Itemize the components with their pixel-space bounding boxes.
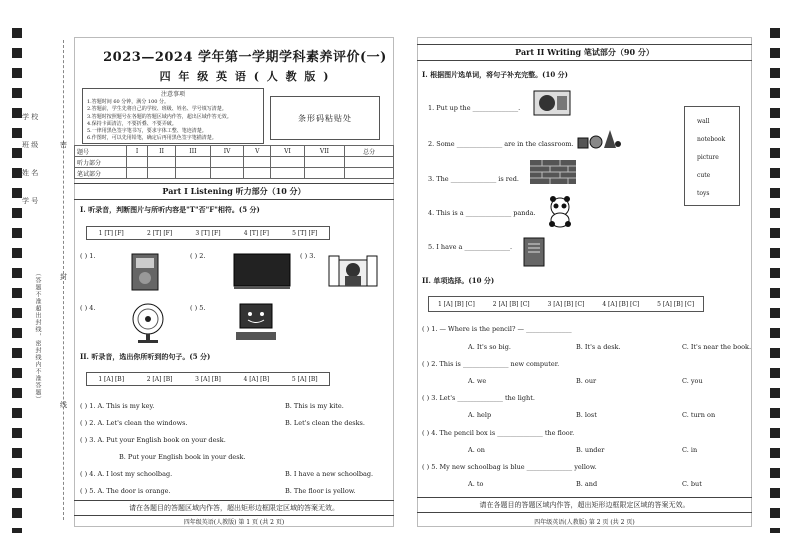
- class-label: 班 级: [22, 141, 39, 149]
- panda-picture: [546, 196, 574, 228]
- p2-q2-title: II. 单项选择。(10 分): [422, 276, 495, 285]
- answer-bubble[interactable]: 1 [A] [B] [C]: [437, 300, 475, 308]
- seal-char-mi: 密: [60, 141, 67, 149]
- p2-q2-stem-5: ( ) 5. My new schoolbag is blue ______________ yellow.: [422, 463, 597, 471]
- answer-bubble[interactable]: 1 [T] [F]: [98, 229, 124, 237]
- p1-q2-answer-options: [86, 372, 330, 386]
- score-row-label: 听力部分: [75, 157, 127, 168]
- p1-q2-title: II. 听录音，选出你所听到的句子。(5 分): [80, 352, 211, 361]
- p2-footer: 四年级英语(人教版) 第 2 页 (共 2 页): [534, 519, 635, 526]
- score-cell[interactable]: [148, 157, 176, 168]
- word-bank-item: cute: [697, 172, 711, 179]
- p2-q2-stem-4: ( ) 4. The pencil box is ______________ the floor.: [422, 429, 575, 437]
- blackboard-picture: [232, 252, 292, 290]
- p1-q1-answer-options: [86, 226, 330, 240]
- p1-q2-item-4-b: B. I have a new schoolbag.: [285, 470, 374, 478]
- picture-frame-picture: [533, 90, 571, 116]
- score-cell[interactable]: [127, 168, 148, 179]
- toys-picture: [576, 124, 622, 152]
- p1-q1-mark-1[interactable]: ( ) 1.: [80, 252, 96, 260]
- p2-q2-opt-4c: C. in: [682, 446, 698, 454]
- seal-char-feng: 封: [60, 273, 67, 281]
- word-bank-item: toys: [697, 190, 710, 197]
- score-table: [74, 145, 394, 179]
- p1-q2-item-1-b: B. This is my kite.: [285, 402, 344, 410]
- fan-picture: [128, 302, 168, 344]
- p2-q2-stem-3: ( ) 3. Let's ______________ the light.: [422, 394, 535, 402]
- answer-bubble[interactable]: 3 [A] [B] [C]: [547, 300, 585, 308]
- barcode-label: 条形码粘贴处: [298, 113, 352, 123]
- p1-q1-mark-2[interactable]: ( ) 2.: [190, 252, 206, 260]
- p2-q2-opt-1b: B. It's a desk.: [576, 343, 621, 351]
- computer-picture: [234, 302, 278, 342]
- p2-q2-opt-3a: A. help: [468, 411, 492, 419]
- p2-q2-stem-1: ( ) 1. — Where is the pencil? — ______________: [422, 325, 572, 333]
- note-line: 3.答题时按照题号在各题的答题区域内作答，超出区域作答无效。: [87, 113, 232, 120]
- note-line: 1.答题时间 60 分钟，满分 100 分。: [87, 99, 170, 106]
- score-cell[interactable]: [271, 157, 305, 168]
- p1-q1-mark-5[interactable]: ( ) 5.: [190, 304, 206, 312]
- p1-q1-mark-4[interactable]: ( ) 4.: [80, 304, 96, 312]
- score-cell[interactable]: [345, 157, 394, 168]
- p1-q2-item-3-a: ( ) 3. A. Put your English book on your desk.: [80, 436, 226, 444]
- note-line: 6.作图时，可以先用铅笔，确定后再用黑色签字笔描清楚。: [87, 135, 217, 142]
- score-cell[interactable]: [210, 168, 244, 179]
- answer-bubble[interactable]: 1 [A] [B]: [98, 375, 125, 383]
- binding-marker-strip-left: [12, 28, 22, 533]
- number-label: 学 号: [22, 197, 39, 205]
- score-cell[interactable]: [148, 168, 176, 179]
- p1-q2-item-2-a: ( ) 2. A. Let's clean the windows.: [80, 419, 188, 427]
- p2-bottom-note: 请在各题目的答题区域内作答，超出矩形边框限定区域的答案无效。: [417, 497, 752, 513]
- school-label: 学 校: [22, 113, 39, 121]
- answer-bubble[interactable]: 5 [A] [B] [C]: [657, 300, 695, 308]
- p2-q2-opt-3b: B. lost: [576, 411, 597, 419]
- word-bank-item: picture: [697, 154, 719, 161]
- p1-q2-item-4-a: ( ) 4. A. I lost my schoolbag.: [80, 470, 173, 478]
- score-header-cell: 题号: [75, 146, 127, 157]
- note-line: 2.答题前，学生先将自己的学校、班级、姓名、学号填写清楚。: [87, 106, 227, 113]
- p1-bottom-note: 请在各题目的答题区域内作答，超出矩形边框限定区域的答案无效。: [74, 500, 394, 516]
- answer-bubble[interactable]: 4 [T] [F]: [243, 229, 269, 237]
- note-line: 5.一律用黑色签字笔书写，要求字体工整、笔迹清楚。: [87, 128, 207, 135]
- answer-bubble[interactable]: 2 [A] [B] [C]: [492, 300, 530, 308]
- score-header-cell: I: [127, 146, 148, 157]
- p2-q2-opt-5a: A. to: [468, 480, 484, 488]
- exam-notes: [82, 88, 264, 144]
- p2-q2-opt-1a: A. It's so big.: [468, 343, 511, 351]
- score-row-label: 笔试部分: [75, 168, 127, 179]
- p2-q2-opt-4a: A. on: [468, 446, 485, 454]
- score-header-cell: VII: [304, 146, 344, 157]
- score-cell[interactable]: [210, 157, 244, 168]
- binding-marker-strip-right: [770, 28, 780, 533]
- p1-footer: 四年级英语(人教版) 第 1 页 (共 2 页): [183, 519, 285, 526]
- score-cell[interactable]: [244, 168, 271, 179]
- p2-q2-opt-2c: C. you: [682, 377, 703, 385]
- p1-q2-item-1-a: ( ) 1. A. This is my key.: [80, 402, 155, 410]
- p1-q2-item-3-b: B. Put your English book in your desk.: [119, 453, 246, 461]
- score-cell[interactable]: [176, 157, 211, 168]
- p2-q1-sentence-4: 4. This is a ______________ panda.: [428, 209, 536, 217]
- answer-bubble[interactable]: 5 [T] [F]: [292, 229, 318, 237]
- seal-warning-text: （答题不准超出封线，密封线内不准答题）: [34, 270, 41, 403]
- score-header-cell: VI: [271, 146, 305, 157]
- notes-header: 注意事项: [160, 91, 185, 98]
- score-cell[interactable]: [127, 157, 148, 168]
- score-cell[interactable]: [304, 157, 344, 168]
- answer-bubble[interactable]: 3 [A] [B]: [195, 375, 221, 383]
- p2-q2-opt-2b: B. our: [576, 377, 597, 385]
- book-picture: [130, 252, 160, 292]
- score-header-cell: IV: [210, 146, 244, 157]
- word-bank-item: wall: [697, 118, 710, 125]
- p1-q2-item-5-a: ( ) 5. A. The door is orange.: [80, 487, 171, 495]
- answer-bubble[interactable]: 5 [A] [B]: [291, 375, 318, 383]
- p2-q2-opt-1c: C. It's near the book.: [682, 343, 752, 351]
- answer-bubble[interactable]: 3 [T] [F]: [195, 229, 221, 237]
- score-cell[interactable]: [244, 157, 271, 168]
- score-header-cell: II: [148, 146, 176, 157]
- seal-char-xian: 线: [60, 401, 67, 409]
- p1-q1-mark-3[interactable]: ( ) 3.: [300, 252, 316, 260]
- part2-title: Part II Writing 笔试部分（90 分）: [417, 44, 752, 61]
- word-bank: [684, 106, 740, 206]
- p2-q2-opt-3c: C. turn on: [682, 411, 716, 419]
- p1-q2-item-5-b: B. The floor is yellow.: [285, 487, 356, 495]
- answer-bubble[interactable]: 4 [A] [B] [C]: [602, 300, 640, 308]
- notebook-picture: [522, 236, 546, 268]
- barcode-area: [270, 96, 380, 140]
- p2-q1-sentence-5: 5. I have a ______________.: [428, 243, 513, 251]
- p2-q2-stem-2: ( ) 2. This is ______________ new computer.: [422, 360, 560, 368]
- p2-q1-sentence-2: 2. Some ______________ are in the classroom.: [428, 140, 574, 148]
- answer-bubble[interactable]: 2 [T] [F]: [147, 229, 173, 237]
- wall-picture: [530, 160, 576, 184]
- p1-q1-title: I. 听录音，判断图片与所听内容是"T"否"F"相符。(5 分): [80, 205, 260, 214]
- score-cell[interactable]: [176, 168, 211, 179]
- p2-q2-opt-5c: C. but: [682, 480, 702, 488]
- p2-q1-sentence-1: 1. Put up the ______________.: [428, 104, 521, 112]
- answer-bubble[interactable]: 4 [A] [B]: [243, 375, 270, 383]
- p2-q1-title: I. 根据图片选单词，将句子补充完整。(10 分): [422, 70, 568, 79]
- p2-q2-opt-2a: A. we: [468, 377, 487, 385]
- p2-q1-sentence-3: 3. The ______________ is red.: [428, 175, 519, 183]
- name-label: 姓 名: [22, 169, 39, 177]
- note-line: 4.保持卡面清洁，不要折叠、不要弄破。: [87, 120, 177, 127]
- score-cell[interactable]: [271, 168, 305, 179]
- exam-title: 2023—2024 学年第一学期学科素养评价(一): [103, 50, 387, 65]
- score-header-cell: 总分: [345, 146, 394, 157]
- part1-title: Part I Listening 听力部分（10 分）: [74, 183, 394, 200]
- score-cell[interactable]: [345, 168, 394, 179]
- answer-bubble[interactable]: 2 [A] [B]: [146, 375, 173, 383]
- window-picture: [328, 252, 378, 290]
- score-header-cell: III: [176, 146, 211, 157]
- word-bank-item: notebook: [697, 136, 726, 143]
- p2-q2-answer-options: [428, 296, 704, 312]
- score-header-cell: V: [244, 146, 271, 157]
- p2-q2-opt-5b: B. and: [576, 480, 598, 488]
- p1-q2-item-2-b: B. Let's clean the desks.: [285, 419, 365, 427]
- score-cell[interactable]: [304, 168, 344, 179]
- exam-subtitle: 四 年 级 英 语 ( 人 教 版 ): [159, 70, 331, 83]
- p2-q2-opt-4b: B. under: [576, 446, 605, 454]
